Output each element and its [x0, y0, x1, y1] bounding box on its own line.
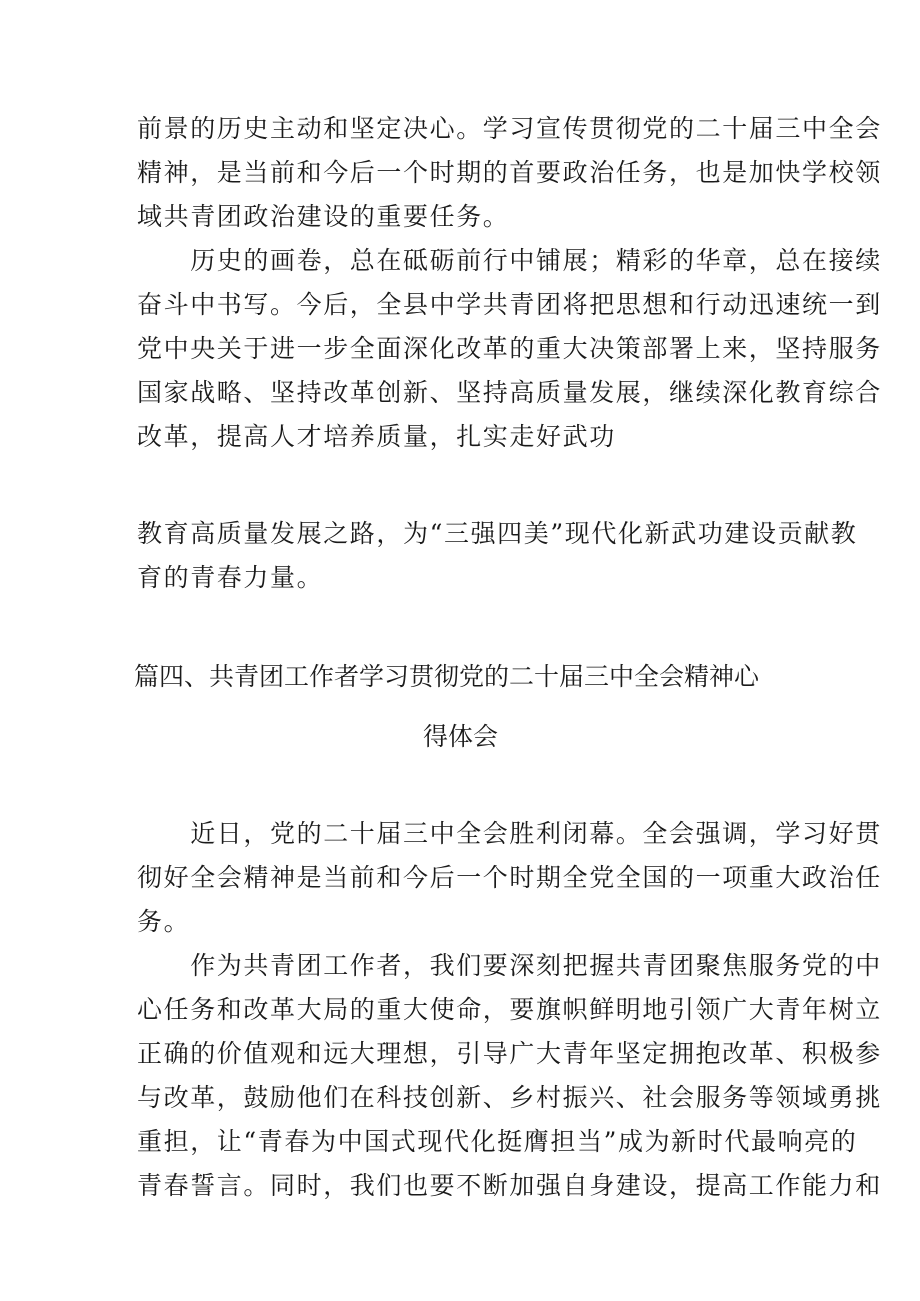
section-heading-line-1: 篇四、共青团工作者学习贯彻党的二十届三中全会精神心 — [134, 662, 760, 691]
paragraph-4-line-5: 重担，让“青春为中国式现代化挺膺担当”成为新时代最响亮的 — [137, 1127, 858, 1156]
paragraph-3-line-1: 近日，党的二十届三中全会胜利闭幕。全会强调，学习好贯 — [137, 819, 882, 848]
paragraph-2-line-2: 奋斗中书写。今后，全县中学共青团将把思想和行动迅速统一到 — [137, 290, 882, 319]
paragraph-4-line-1: 作为共青团工作者，我们要深刻把握共青团聚焦服务党的中 — [137, 951, 882, 980]
paragraph-3-line-3: 务。 — [137, 907, 191, 936]
section-heading-line-2: 得体会 — [423, 722, 499, 751]
paragraph-1-line-3: 域共青团政治建设的重要任务。 — [137, 202, 510, 231]
paragraph-3-line-2: 彻好全会精神是当前和今后一个时期全党全国的一项重大政治任 — [137, 863, 882, 892]
paragraph-2-line-4: 国家战略、坚持改革创新、坚持高质量发展，继续深化教育综合 — [137, 378, 882, 407]
paragraph-1-line-2: 精神，是当前和今后一个时期的首要政治任务，也是加快学校领 — [137, 158, 882, 187]
paragraph-2-line-6: 教育高质量发展之路，为“三强四美”现代化新武功建设贡献教 — [137, 519, 858, 548]
paragraph-2-line-5: 改革，提高人才培养质量，扎实走好武功 — [137, 422, 616, 451]
paragraph-4-line-2: 心任务和改革大局的重大使命，要旗帜鲜明地引领广大青年树立 — [137, 995, 882, 1024]
paragraph-2-line-7: 育的青春力量。 — [137, 563, 324, 592]
paragraph-4-line-3: 正确的价值观和远大理想，引导广大青年坚定拥抱改革、积极参 — [137, 1039, 882, 1068]
paragraph-1-line-1: 前景的历史主动和坚定决心。学习宣传贯彻党的二十届三中全会 — [137, 114, 882, 143]
paragraph-2-line-1: 历史的画卷，总在砥砺前行中铺展；精彩的华章，总在接续 — [137, 246, 882, 275]
paragraph-2-line-3: 党中央关于进一步全面深化改革的重大决策部署上来，坚持服务 — [137, 334, 882, 363]
paragraph-4-line-6: 青春誓言。同时，我们也要不断加强自身建设，提高工作能力和 — [137, 1171, 882, 1200]
paragraph-4-line-4: 与改革，鼓励他们在科技创新、乡村振兴、社会服务等领域勇挑 — [137, 1083, 882, 1112]
